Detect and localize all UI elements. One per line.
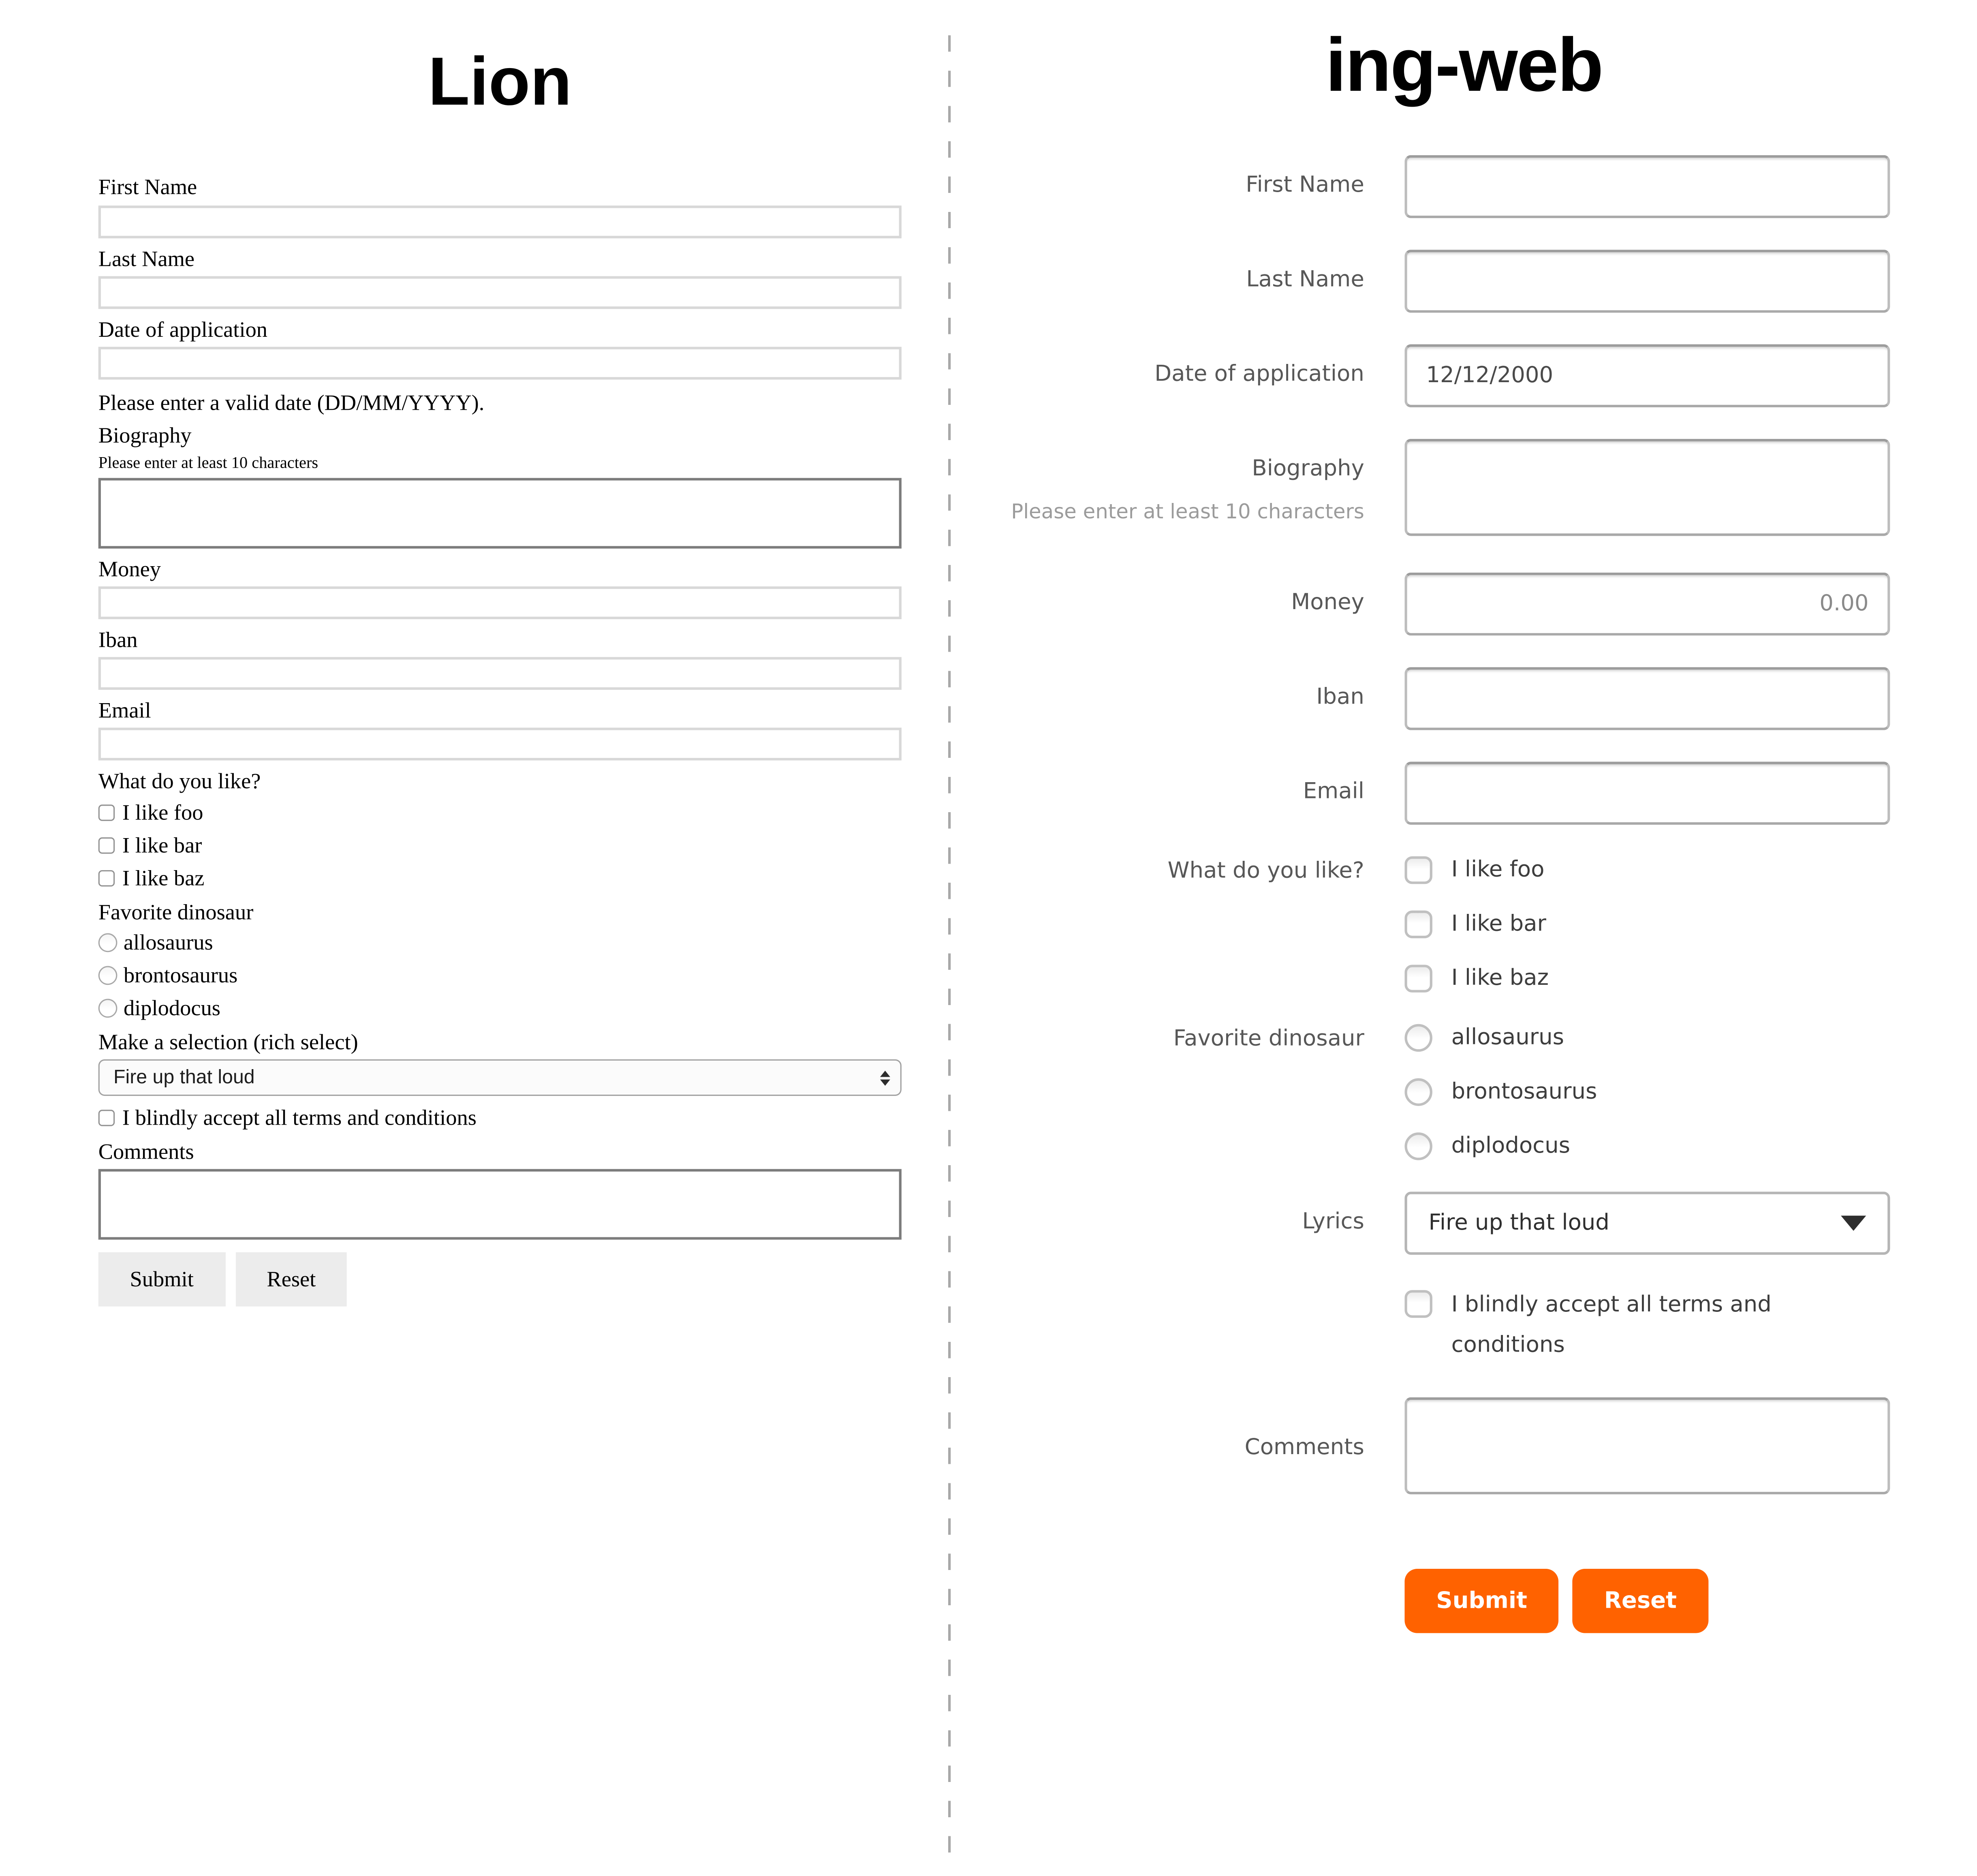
comments-label: Comments: [98, 1138, 194, 1164]
radio-label: allosaurus: [123, 929, 213, 954]
form-row-biography: [951, 439, 1977, 541]
ingweb-buttons: [1404, 1569, 1890, 1633]
checkbox-like-foo[interactable]: [1404, 856, 1890, 884]
comments-textarea[interactable]: [98, 1169, 902, 1240]
reset-button[interactable]: Reset: [235, 1253, 348, 1307]
biography-labelcell: [951, 454, 1404, 526]
iban-label: Iban: [1316, 685, 1364, 710]
checkbox-terms[interactable]: [98, 1105, 902, 1131]
rich-select[interactable]: [98, 1059, 902, 1096]
last-name-input[interactable]: [98, 276, 902, 309]
form-row-likes: [951, 856, 1977, 993]
checkbox-icon[interactable]: [1404, 856, 1432, 884]
checkbox-label: I like baz: [1451, 966, 1549, 991]
radio-label: allosaurus: [1451, 1025, 1565, 1051]
biography-label: Biography: [1252, 457, 1364, 482]
radio-icon[interactable]: [98, 933, 118, 952]
iban-input[interactable]: [1404, 667, 1890, 730]
radio-icon[interactable]: [1404, 1132, 1432, 1160]
form-row-comments: [951, 1397, 1977, 1500]
checkbox-icon[interactable]: [1404, 911, 1432, 938]
radio-icon[interactable]: [1404, 1024, 1432, 1052]
lyrics-select[interactable]: [1404, 1192, 1890, 1255]
biography-label: Biography: [98, 423, 192, 448]
form-row-iban: [951, 667, 1977, 730]
submit-button[interactable]: Submit: [98, 1253, 225, 1307]
last-name-label: Last Name: [98, 245, 195, 271]
submit-button[interactable]: Submit: [1404, 1569, 1558, 1633]
email-label: Email: [98, 697, 151, 723]
radio-icon[interactable]: [1404, 1078, 1432, 1106]
likes-group-label: What do you like?: [98, 768, 261, 794]
form-row-buttons: [951, 1531, 1977, 1633]
checkbox-icon[interactable]: [98, 804, 115, 820]
date-label: Date of application: [98, 316, 268, 342]
rich-select-value: Fire up that loud: [113, 1066, 255, 1088]
money-label: Money: [98, 555, 161, 581]
biography-helper-text: Please enter at least 10 characters: [1011, 498, 1364, 523]
lion-page-title: Lion: [428, 44, 572, 120]
checkbox-label: I like foo: [122, 799, 203, 824]
last-name-label: Last Name: [1246, 267, 1364, 293]
first-name-input[interactable]: [98, 205, 902, 238]
money-label: Money: [1291, 590, 1364, 616]
checkbox-label: I like baz: [122, 864, 205, 890]
lyrics-select-value: Fire up that loud: [1428, 1211, 1609, 1236]
form-row-money: [951, 573, 1977, 636]
form-row-first-name: [951, 155, 1977, 218]
date-input[interactable]: [1404, 344, 1890, 407]
comments-textarea[interactable]: [1404, 1397, 1890, 1495]
checkbox-label: I like bar: [122, 832, 202, 857]
biography-helper-text: Please enter at least 10 characters: [98, 452, 318, 471]
dinosaur-group-label: Favorite dinosaur: [1173, 1026, 1364, 1052]
form-row-terms: [951, 1286, 1977, 1366]
rich-select-label: Make a selection (rich select): [98, 1029, 358, 1054]
comments-label: Comments: [1244, 1435, 1364, 1460]
date-input[interactable]: [98, 347, 902, 380]
date-helper-text: Please enter a valid date (DD/MM/YYYY).: [98, 389, 485, 415]
first-name-label: First Name: [1246, 173, 1364, 199]
iban-label: Iban: [98, 626, 138, 652]
money-input[interactable]: [1404, 573, 1890, 636]
checkbox-like-baz[interactable]: [1404, 965, 1890, 992]
lion-pane: [0, 0, 948, 1875]
radio-allosaurus[interactable]: [98, 929, 902, 956]
form-row-last-name: [951, 250, 1977, 313]
checkbox-label: I like bar: [1451, 911, 1546, 937]
radio-brontosaurus[interactable]: [1404, 1078, 1890, 1106]
lyrics-label: Lyrics: [1302, 1210, 1364, 1235]
radio-icon[interactable]: [98, 999, 118, 1018]
email-input[interactable]: [98, 728, 902, 761]
email-label: Email: [1303, 780, 1364, 805]
radio-label: brontosaurus: [1451, 1079, 1597, 1105]
radio-diplodocus[interactable]: [1404, 1132, 1890, 1160]
form-row-email: [951, 762, 1977, 825]
form-row-lyrics: [951, 1192, 1977, 1255]
radio-label: diplodocus: [123, 995, 220, 1020]
form-row-date: [951, 344, 1977, 407]
first-name-label: First Name: [98, 174, 197, 200]
checkbox-like-bar[interactable]: [98, 832, 902, 858]
money-input[interactable]: [98, 586, 902, 619]
checkbox-like-foo[interactable]: [98, 799, 902, 825]
radio-allosaurus[interactable]: [1404, 1024, 1890, 1052]
radio-brontosaurus[interactable]: [98, 962, 902, 988]
radio-diplodocus[interactable]: [98, 995, 902, 1021]
biography-textarea[interactable]: [98, 477, 902, 548]
checkbox-like-baz[interactable]: [98, 864, 902, 891]
checkbox-label: I like foo: [1451, 857, 1545, 883]
radio-label: brontosaurus: [123, 962, 238, 987]
checkbox-icon[interactable]: [98, 837, 115, 853]
biography-textarea[interactable]: [1404, 439, 1890, 536]
checkbox-icon[interactable]: [98, 870, 115, 886]
chevron-down-icon: [1841, 1216, 1866, 1231]
email-input[interactable]: [1404, 762, 1890, 825]
checkbox-like-bar[interactable]: [1404, 911, 1890, 938]
iban-input[interactable]: [98, 657, 902, 690]
ingweb-page-title: ing-web: [1325, 23, 1603, 107]
terms-label: I blindly accept all terms and conditions: [122, 1104, 477, 1130]
ingweb-form: [951, 155, 1977, 1633]
lion-buttons: [98, 1253, 902, 1307]
ingweb-pane: [951, 0, 1977, 1875]
dinosaur-group-label: Favorite dinosaur: [98, 898, 254, 924]
last-name-input[interactable]: [1404, 250, 1890, 313]
radio-icon[interactable]: [98, 966, 118, 985]
date-label: Date of application: [1154, 362, 1364, 388]
checkbox-icon[interactable]: [1404, 965, 1432, 992]
likes-group-label: What do you like?: [1167, 859, 1364, 884]
checkbox-icon[interactable]: [98, 1110, 115, 1126]
checkbox-terms[interactable]: [1404, 1290, 1432, 1318]
reset-button[interactable]: Reset: [1573, 1569, 1708, 1633]
lion-form: [98, 176, 902, 1307]
select-spinner-icon: [880, 1070, 890, 1085]
radio-label: diplodocus: [1451, 1134, 1570, 1159]
form-row-dinosaur: [951, 1024, 1977, 1160]
terms-label: I blindly accept all terms and conditions: [1451, 1292, 1772, 1358]
first-name-input[interactable]: [1404, 155, 1890, 218]
